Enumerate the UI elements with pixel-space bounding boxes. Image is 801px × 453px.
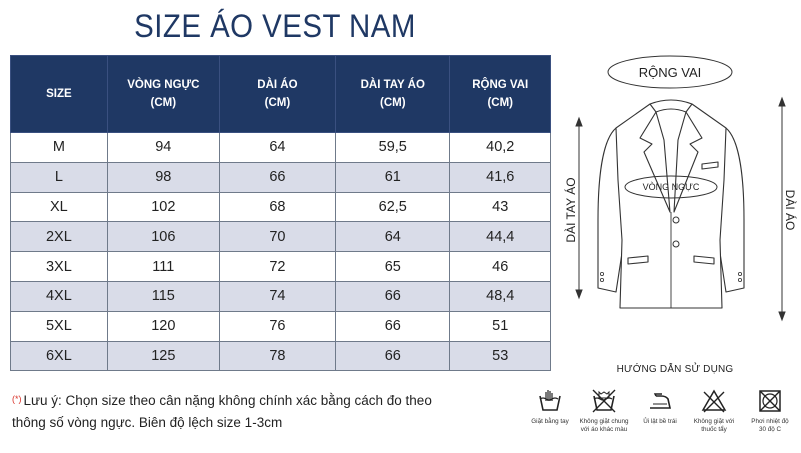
cell-sleeve: 66: [336, 281, 450, 311]
care-item-no-mixed: [578, 388, 630, 434]
hand-wash-icon: [537, 388, 563, 414]
care-label: thuốc tẩy: [701, 426, 727, 433]
cell-size: XL: [11, 192, 108, 222]
cell-chest: 125: [107, 341, 219, 371]
button-bottom: [673, 241, 679, 247]
cell-length: 74: [219, 281, 335, 311]
header-length: DÀI ÁO (CM): [219, 56, 335, 133]
cell-chest: 98: [107, 162, 219, 192]
jacket-diagram: [558, 40, 801, 340]
size-table: [10, 55, 551, 371]
table-row: [11, 222, 551, 252]
header-chest: VÒNG NGỰC (CM): [107, 56, 219, 133]
iron-icon: [647, 388, 673, 414]
cell-length: 64: [219, 133, 335, 163]
cell-shoulder: 53: [450, 341, 551, 371]
note-star: (*): [12, 394, 22, 404]
cell-shoulder: 46: [450, 252, 551, 282]
care-label: Giặt bằng tay: [531, 418, 569, 425]
table-row: [11, 341, 551, 371]
table-row: [11, 311, 551, 341]
cell-sleeve: 65: [336, 252, 450, 282]
care-label: Không giặt chung: [579, 418, 629, 425]
care-label: Ủi lật bề trái: [643, 418, 677, 425]
note-line-1: Lưu ý: Chọn size theo cân nặng không chính xác bằng cách đo theo: [23, 393, 432, 408]
cell-shoulder: 48,4: [450, 281, 551, 311]
table-header-row: [11, 56, 551, 133]
care-label: Không giặt với: [693, 418, 735, 425]
cell-chest: 102: [107, 192, 219, 222]
cell-sleeve: 66: [336, 311, 450, 341]
cell-size: 6XL: [11, 341, 108, 371]
care-label: 30 độ C: [758, 426, 782, 433]
cell-chest: 120: [107, 311, 219, 341]
care-item-no-bleach: [688, 388, 740, 434]
note-line-2: thông số vòng ngực. Biên độ lệch size 1-3cm: [12, 415, 283, 430]
care-item-dry: [744, 388, 796, 434]
button-top: [673, 217, 679, 223]
size-note: [12, 390, 512, 434]
cell-shoulder: 40,2: [450, 133, 551, 163]
cell-chest: 94: [107, 133, 219, 163]
cell-sleeve: 59,5: [336, 133, 450, 163]
cell-sleeve: 66: [336, 341, 450, 371]
cell-size: 3XL: [11, 252, 108, 282]
table-row: [11, 162, 551, 192]
dry-icon: [757, 388, 783, 414]
care-item-hand-wash: [524, 388, 576, 426]
care-guide-title: HƯỚNG DẪN SỬ DỤNG: [616, 364, 734, 375]
cell-shoulder: 43: [450, 192, 551, 222]
header-shoulder: RỘNG VAI (CM): [450, 56, 551, 133]
cell-sleeve: 61: [336, 162, 450, 192]
cell-length: 70: [219, 222, 335, 252]
table-row: [11, 252, 551, 282]
cell-length: 72: [219, 252, 335, 282]
cell-sleeve: 64: [336, 222, 450, 252]
cell-size: L: [11, 162, 108, 192]
cell-length: 68: [219, 192, 335, 222]
cell-chest: 115: [107, 281, 219, 311]
no-bleach-icon: [701, 388, 727, 414]
cell-size: 4XL: [11, 281, 108, 311]
table-row: [11, 192, 551, 222]
sleeve-label: DÀI TAY ÁO: [564, 177, 578, 243]
shoulder-label: RỘNG VAI: [638, 65, 702, 80]
chest-label: VÒNG NGỰC: [642, 182, 700, 192]
page-title: SIZE ÁO VEST NAM: [134, 8, 416, 44]
table-row: [11, 133, 551, 163]
header-size: SIZE: [11, 56, 108, 133]
cell-chest: 106: [107, 222, 219, 252]
cell-length: 76: [219, 311, 335, 341]
care-item-iron: [634, 388, 686, 426]
cell-size: M: [11, 133, 108, 163]
length-label: DÀI ÁO: [783, 189, 797, 231]
cell-shoulder: 51: [450, 311, 551, 341]
cell-length: 78: [219, 341, 335, 371]
no-mixed-wash-icon: [591, 388, 617, 414]
cell-length: 66: [219, 162, 335, 192]
cell-shoulder: 44,4: [450, 222, 551, 252]
header-sleeve: DÀI TAY ÁO (CM): [336, 56, 450, 133]
cell-sleeve: 62,5: [336, 192, 450, 222]
table-row: [11, 281, 551, 311]
care-label: với áo khác màu: [580, 426, 628, 433]
cell-chest: 111: [107, 252, 219, 282]
cell-size: 5XL: [11, 311, 108, 341]
cell-shoulder: 41,6: [450, 162, 551, 192]
cell-size: 2XL: [11, 222, 108, 252]
care-label: Phơi nhiệt độ: [751, 418, 789, 425]
